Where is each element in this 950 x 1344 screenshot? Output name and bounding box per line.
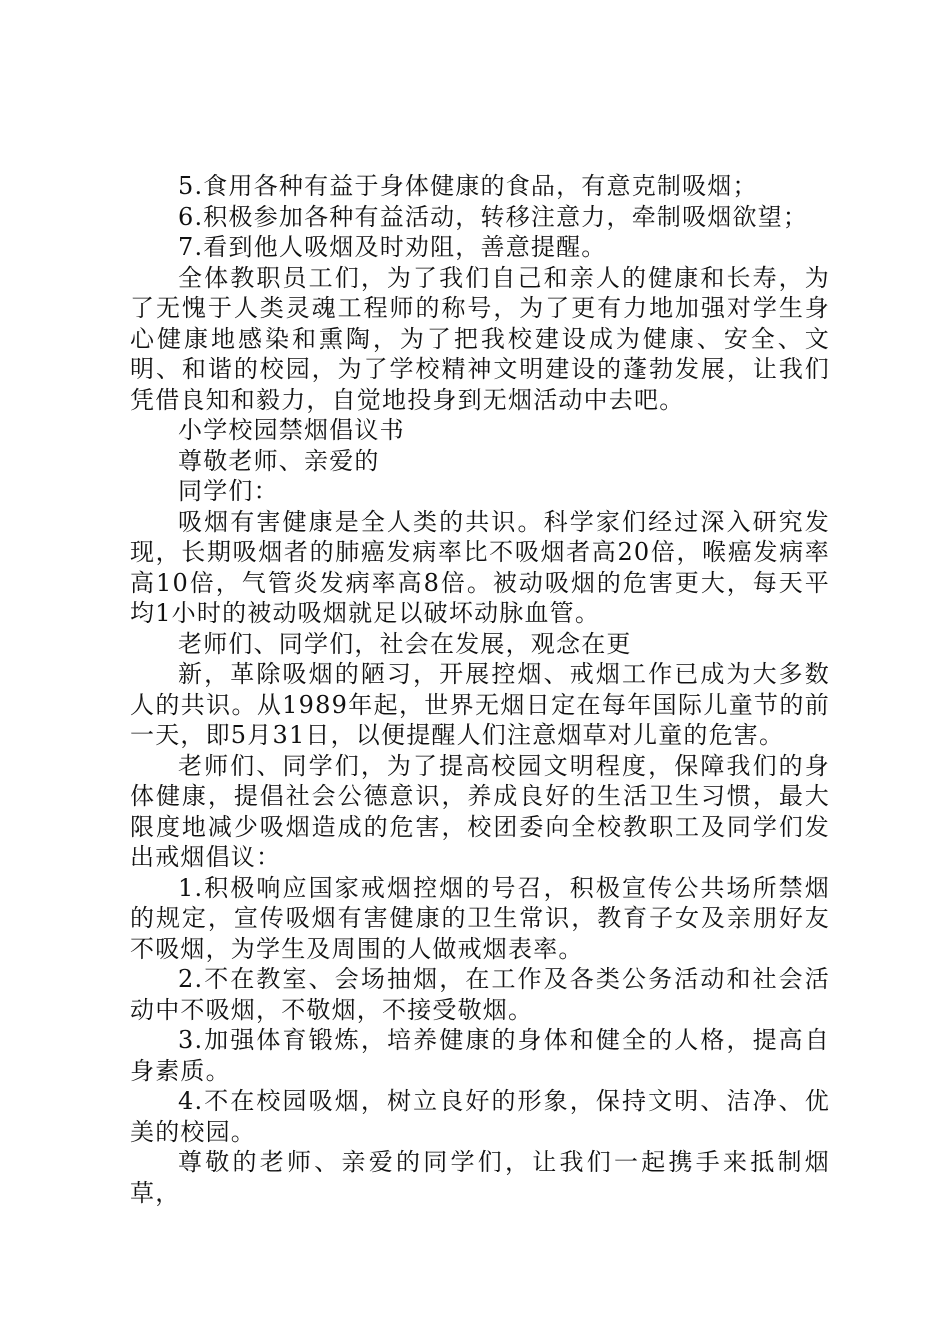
body-paragraph-society-1: 老师们、同学们，社会在发展，观念在更: [178, 629, 632, 658]
body-paragraph-society-2: 新，革除吸烟的陋习，开展控烟、戒烟工作已成为大多数人的共识。从1989年起，世界无烟日定在每年国际儿童节的前一天，即5月31日，以便提醒人们注意烟草对儿童的危害。: [130, 660, 830, 749]
document-title: 小学校园禁烟倡议书: [178, 416, 405, 444]
proposal-item-2: 2.不在教室、会场抽烟，在工作及各类公务活动和社会活动中不吸烟，不敬烟，不接受敬烟。: [130, 965, 830, 1024]
proposal-item-1: 1.积极响应国家戒烟控烟的号召，积极宣传公共场所禁烟的规定，宣传吸烟有害健康的卫生常识，教育子女及亲朋好友不吸烟，为学生及周围的人做戒烟表率。: [130, 873, 830, 963]
closing-paragraph: 尊敬的老师、亲爱的同学们，让我们一起携手来抵制烟草，: [130, 1148, 830, 1207]
salutation-line-2: 同学们：: [178, 477, 279, 505]
document-page: [130, 171, 830, 1208]
salutation-line-1: 尊敬老师、亲爱的: [178, 446, 380, 475]
body-paragraph-proposal: 老师们、同学们，为了提高校园文明程度，保障我们的身体健康，提倡社会公德意识，养成良好的生活卫生习惯，最大限度地减少吸烟造成的危害，校团委向全校教职工及同学们发出戒烟倡议：: [130, 751, 830, 871]
body-paragraph-harm: 吸烟有害健康是全人类的共识。科学家们经过深入研究发现，长期吸烟者的肺癌发病率比不吸烟者高20倍，喉癌发病率高10倍，气管炎发病率高8倍。被动吸烟的危害更大，每天平均1小时的被动吸烟就足以破坏动脉血管。: [130, 507, 830, 627]
list-item-5: 5.食用各种有益于身体健康的食品，有意克制吸烟；: [178, 172, 758, 200]
list-item-6: 6.积极参加各种有益活动，转移注意力，牵制吸烟欲望；: [178, 202, 809, 231]
proposal-item-3: 3.加强体育锻炼，培养健康的身体和健全的人格，提高自身素质。: [130, 1026, 830, 1085]
closing-appeal-paragraph: 全体教职员工们，为了我们自己和亲人的健康和长寿，为了无愧于人类灵魂工程师的称号，为了更有力地加强对学生身心健康地感染和熏陶，为了把我校建设成为健康、安全、文明、和谐的校园，为了学校精神文明建设的蓬勃发展，让我们凭借良知和毅力，自觉地投身到无烟活动中去吧。: [130, 263, 830, 414]
list-item-7: 7.看到他人吸烟及时劝阻，善意提醒。: [178, 233, 607, 261]
proposal-item-4: 4.不在校园吸烟，树立良好的形象，保持文明、洁净、优美的校园。: [130, 1087, 830, 1146]
